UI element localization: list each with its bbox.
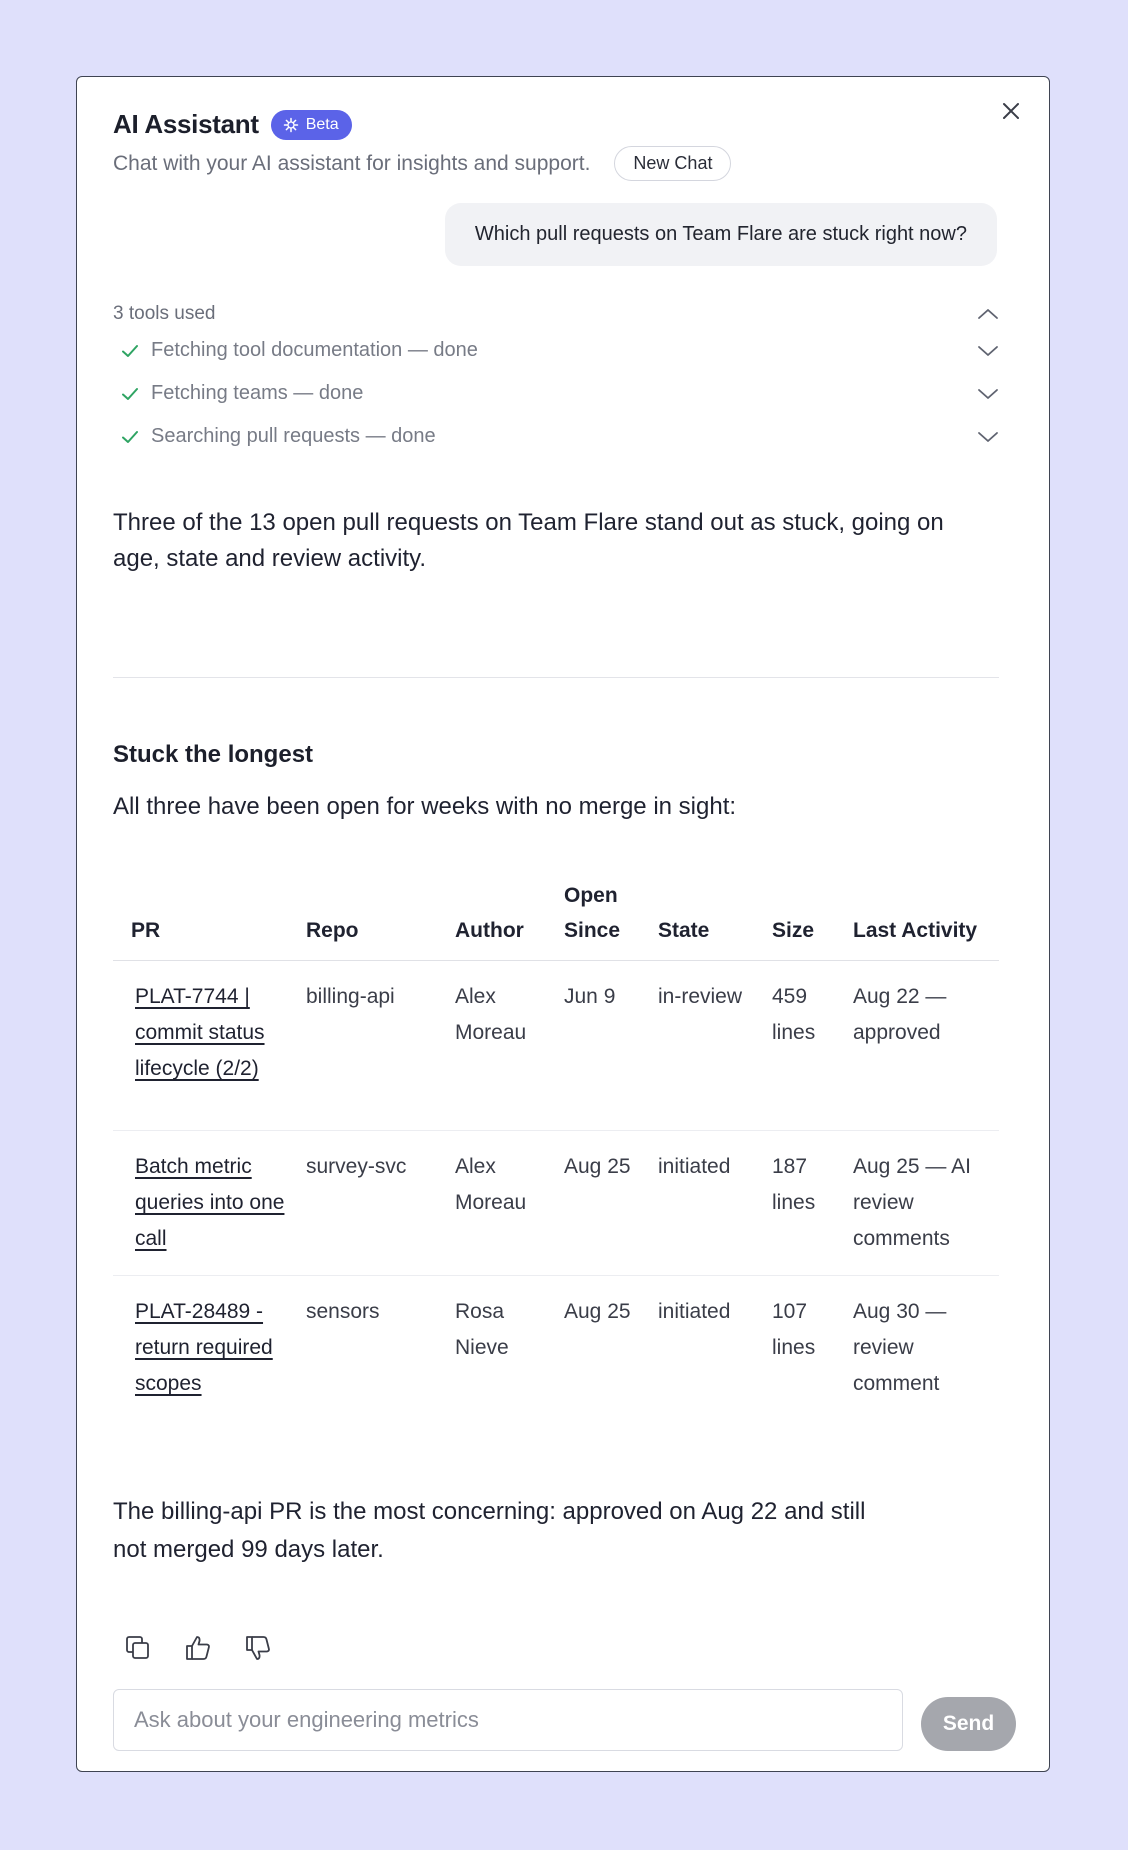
sparkle-icon — [283, 117, 299, 133]
last-activity-cell: Aug 25 — AI review comments — [845, 1131, 999, 1276]
check-icon — [121, 343, 139, 359]
assistant-panel — [76, 76, 1050, 1772]
repo-cell: survey-svc — [298, 1131, 447, 1276]
thumbs-up-icon[interactable] — [183, 1633, 213, 1663]
assistant-intro: Three of the 13 open pull requests on Team Flare stand out as stuck, going on age, state and review activity. — [113, 509, 944, 572]
tools-used-panel — [113, 299, 999, 458]
column-header-repo: Repo — [298, 870, 447, 961]
state-cell: initiated — [658, 1300, 731, 1323]
last-activity-cell: Aug 30 — review comment — [853, 1300, 947, 1395]
tool-label: Fetching teams — done — [151, 382, 364, 404]
repo-cell: sensors — [306, 1300, 380, 1323]
chevron-down-icon[interactable] — [977, 344, 999, 358]
author-cell: Alex Moreau — [447, 961, 556, 1131]
send-button[interactable]: Send — [921, 1697, 1016, 1751]
panel-title: AI Assistant — [113, 109, 259, 139]
tool-item[interactable] — [113, 329, 999, 372]
section-intro: All three have been open for weeks with no merge in sight: — [113, 793, 737, 820]
column-header-open-since: Open Since — [556, 870, 650, 961]
column-header-last-activity: Last Activity — [845, 870, 999, 961]
author-cell: Rosa Nieve — [455, 1300, 509, 1359]
close-icon[interactable] — [997, 97, 1025, 125]
pr-table — [113, 870, 999, 1420]
beta-badge-label: Beta — [305, 115, 339, 133]
tool-label: Fetching tool documentation — done — [151, 339, 478, 361]
table-row — [113, 1276, 999, 1421]
last-activity-cell: Aug 22 — approved — [845, 961, 999, 1131]
author-cell: Alex Moreau — [447, 1131, 556, 1276]
thumbs-down-icon[interactable] — [243, 1633, 273, 1663]
chevron-down-icon[interactable] — [977, 387, 999, 401]
chat-input[interactable] — [113, 1689, 903, 1751]
state-cell: initiated — [650, 1131, 764, 1276]
pr-link[interactable]: PLAT-28489 - return required scopes — [135, 1300, 273, 1395]
size-cell: 187 lines — [764, 1131, 845, 1276]
state-cell: in-review — [650, 961, 764, 1131]
beta-badge — [271, 110, 352, 140]
check-icon — [121, 429, 139, 445]
check-icon — [121, 386, 139, 402]
pr-link[interactable]: Batch metric queries into one call — [135, 1155, 285, 1250]
size-cell: 459 lines — [764, 961, 845, 1131]
table-row — [113, 1131, 999, 1276]
column-header-size: Size — [764, 870, 845, 961]
chevron-down-icon[interactable] — [977, 430, 999, 444]
column-header-author: Author — [447, 870, 556, 961]
section-heading: Stuck the longest — [113, 741, 314, 768]
tool-item[interactable] — [113, 372, 999, 415]
open-since-cell: Aug 25 — [556, 1131, 650, 1276]
table-row — [113, 961, 999, 1131]
panel-subtitle: Chat with your AI assistant for insights and support. — [113, 151, 591, 175]
tools-count: 3 tools used — [113, 303, 216, 324]
open-since-cell: Aug 25 — [564, 1300, 631, 1323]
divider — [113, 677, 999, 678]
open-since-cell: Jun 9 — [556, 961, 650, 1131]
tool-label: Searching pull requests — done — [151, 425, 436, 447]
user-message: Which pull requests on Team Flare are stuck right now? — [445, 203, 997, 266]
assistant-conclusion: The billing-api PR is the most concerning: approved on Aug 22 and still not merged 99 days later. — [113, 1498, 866, 1563]
pr-link[interactable]: PLAT-7744 | commit status lifecycle (2/2) — [135, 985, 265, 1080]
column-header-pr: PR — [113, 870, 298, 961]
repo-cell: billing-api — [298, 961, 447, 1131]
tools-header[interactable] — [113, 299, 999, 329]
new-chat-button[interactable]: New Chat — [614, 146, 731, 181]
panel-header — [113, 109, 731, 181]
message-actions — [123, 1633, 273, 1663]
table-header-row — [113, 870, 999, 961]
column-header-state: State — [650, 870, 764, 961]
tool-item[interactable] — [113, 415, 999, 458]
copy-icon[interactable] — [123, 1633, 153, 1663]
size-cell: 107 lines — [772, 1300, 816, 1359]
chevron-up-icon[interactable] — [977, 307, 999, 321]
